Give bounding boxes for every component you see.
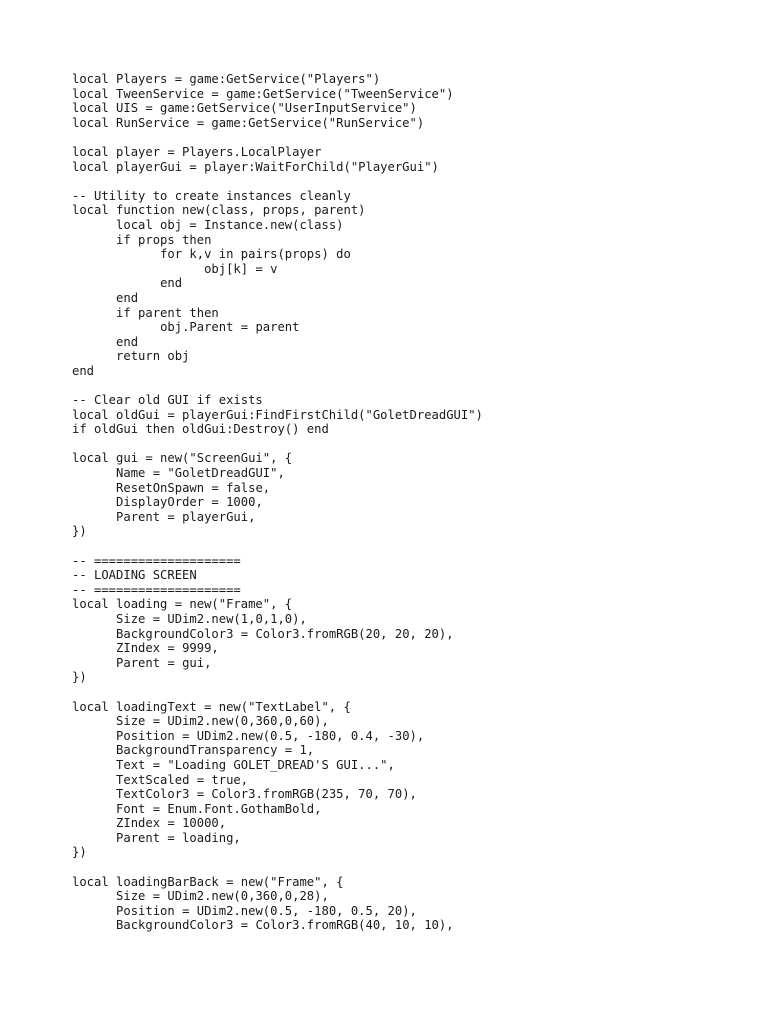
code-line: local TweenService = game:GetService("TweenService"): [72, 86, 454, 101]
code-line: Text = "Loading GOLET_DREAD'S GUI...",: [72, 757, 395, 772]
code-line: local UIS = game:GetService("UserInputService"): [72, 101, 417, 116]
code-line: Parent = gui,: [72, 655, 212, 670]
code-line: return obj: [72, 349, 190, 364]
code-line: Size = UDim2.new(0,360,0,28),: [72, 889, 329, 904]
code-line: [72, 860, 752, 875]
code-line: BackgroundTransparency = 1,: [72, 743, 315, 758]
code-block: [72, 72, 752, 933]
code-line: end: [72, 334, 139, 349]
code-line: Position = UDim2.new(0.5, -180, 0.5, 20),: [72, 903, 417, 918]
code-line: [72, 685, 752, 700]
code-line: }): [72, 845, 87, 860]
code-line: obj[k] = v: [72, 261, 278, 276]
code-line: ZIndex = 10000,: [72, 816, 227, 831]
code-line: end: [72, 276, 183, 291]
code-line: [72, 437, 752, 452]
code-line: Name = "GoletDreadGUI",: [72, 466, 285, 481]
code-line: for k,v in pairs(props) do: [72, 247, 351, 262]
code-line: local Players = game:GetService("Players"): [72, 72, 381, 86]
code-line: end: [72, 363, 95, 378]
code-line: if props then: [72, 232, 212, 247]
code-line: -- Utility to create instances cleanly: [72, 188, 351, 203]
code-line: Parent = playerGui,: [72, 509, 256, 524]
code-line: local loadingText = new("TextLabel", {: [72, 699, 351, 714]
code-line: Position = UDim2.new(0.5, -180, 0.4, -30),: [72, 728, 425, 743]
code-line: local player = Players.LocalPlayer: [72, 144, 322, 159]
code-line: ZIndex = 9999,: [72, 641, 219, 656]
code-line: local loadingBarBack = new("Frame", {: [72, 874, 344, 889]
code-line: }): [72, 670, 87, 685]
code-line: -- ====================: [72, 582, 241, 597]
code-line: end: [72, 290, 139, 305]
code-line: [72, 378, 752, 393]
code-line: [72, 174, 752, 189]
code-line: TextColor3 = Color3.fromRGB(235, 70, 70),: [72, 787, 417, 802]
code-line: if oldGui then oldGui:Destroy() end: [72, 422, 329, 437]
code-line: -- LOADING SCREEN: [72, 568, 197, 583]
code-line: Font = Enum.Font.GothamBold,: [72, 801, 322, 816]
code-line: TextScaled = true,: [72, 772, 249, 787]
code-line: local function new(class, props, parent): [72, 203, 366, 218]
code-line: local gui = new("ScreenGui", {: [72, 451, 293, 466]
code-line: }): [72, 524, 87, 539]
code-line: -- ====================: [72, 553, 241, 568]
code-line: Size = UDim2.new(1,0,1,0),: [72, 611, 307, 626]
code-line: local oldGui = playerGui:FindFirstChild("GoletDreadGUI"): [72, 407, 483, 422]
code-line: local loading = new("Frame", {: [72, 597, 293, 612]
code-line: [72, 539, 752, 554]
code-line: if parent then: [72, 305, 219, 320]
code-line: local playerGui = player:WaitForChild("PlayerGui"): [72, 159, 439, 174]
code-line: local RunService = game:GetService("RunService"): [72, 115, 425, 130]
code-line: Parent = loading,: [72, 830, 241, 845]
code-line: Size = UDim2.new(0,360,0,60),: [72, 714, 329, 729]
code-line: BackgroundColor3 = Color3.fromRGB(20, 20, 20),: [72, 626, 454, 641]
code-line: DisplayOrder = 1000,: [72, 495, 263, 510]
code-line: BackgroundColor3 = Color3.fromRGB(40, 10, 10),: [72, 918, 454, 933]
code-line: -- Clear old GUI if exists: [72, 393, 263, 408]
code-line: obj.Parent = parent: [72, 320, 300, 335]
code-line: ResetOnSpawn = false,: [72, 480, 271, 495]
code-line: [72, 130, 752, 145]
code-line: local obj = Instance.new(class): [72, 217, 344, 232]
